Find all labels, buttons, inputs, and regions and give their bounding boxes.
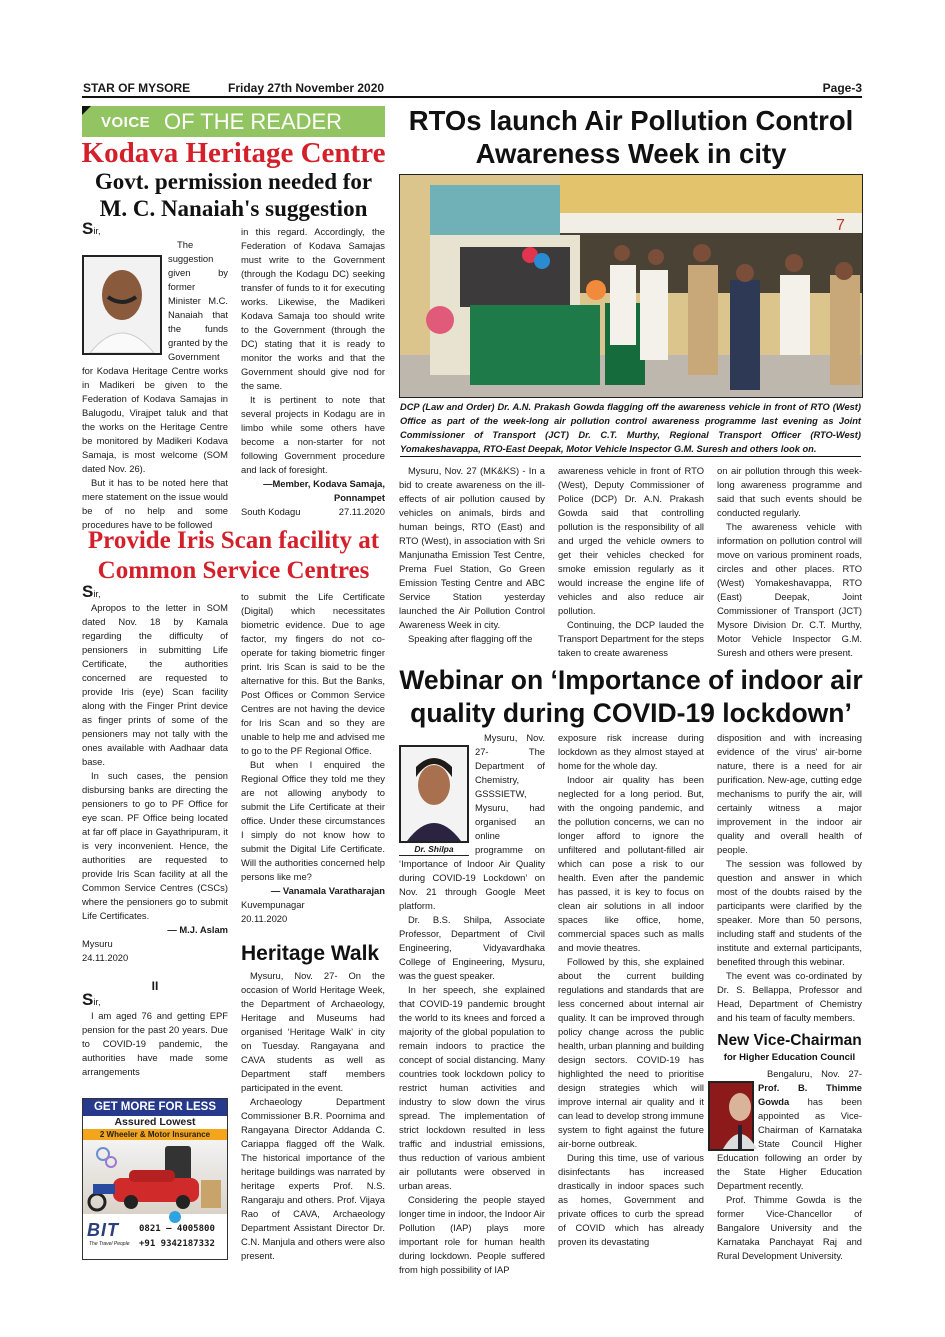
webinar-col2	[558, 731, 704, 1249]
paragraph: in this regard. Accordingly, the Federation of Kodava Samajas must write to the Government (through the Kodagu DC) seeking transfer of funds to it for executing works. Likewise, the Madikeri Kodava Samaja too should write to the Government (through the DC) stating that it is ready to monitor the works and that the Government should give nod for the same.	[241, 226, 385, 391]
shilpa-photo	[399, 745, 469, 843]
paragraph	[717, 1067, 862, 1193]
iris-letter1-col2	[241, 590, 385, 926]
paragraph: Speaking after flagging off the	[408, 633, 533, 644]
date: 20.11.2020	[241, 913, 288, 924]
paragraph: exposure risk increase during lockdown as they almost stayed at home for the whole day.	[558, 732, 704, 771]
paragraph: It is pertinent to note that several projects in Kodagu are in limbo while some others have become a non-starter for not following Government procedure and lack of foresight.	[241, 394, 385, 475]
webinar-headline	[396, 664, 866, 730]
logo-tagline: The Travel People	[89, 1241, 130, 1247]
signature: — Vanamala Varatharajan	[270, 885, 385, 896]
paragraphs	[82, 1009, 228, 1079]
paragraphs	[241, 969, 385, 1263]
paragraph: I am aged 76 and getting EPF pension for the past 20 years. Due to COVID-19 pandemic, the authorities have made some arrangements	[82, 1010, 228, 1077]
paragraph: During this time, use of various disinfectants has increased drastically in indoor spaces such as homes, Government and private offices to curb the spread of COVID which has already proven its devastating	[558, 1152, 704, 1247]
paragraph: Indoor air quality has been neglected for a long period. But, with the ongoing pandemic, and the pollution concerns, we can no longer afford to ignore the unfiltered and pollutant-filled air which can pose a risk to our health. Even after the pandemic has passed, it is key to focus on clean air solutions in all indoor spaces like office, home, commercial spaces such as malls and movie theatres.	[558, 774, 704, 953]
ad-line2: Assured Lowest	[114, 1116, 196, 1128]
photo-caption: DCP (Law and Order) Dr. A.N. Prakash Gowda flagging off the awareness vehicle in front of RTO (West) Office as part of the week-long air pollution control awareness programme last evening as Joint Commissioner of Transport (JCT) Dr. C.T. Murthy, Regional Transport Officer (RTO-West) Yomakeshavappa, RTO-East Deepak, Motor Vehicle Inspector G.M. Suresh and others look on.	[400, 400, 861, 457]
kodava-letter-col2	[241, 225, 385, 519]
ad-phone-2[interactable]: +91 9342187332	[139, 1239, 215, 1249]
webinar-col1	[399, 731, 545, 1277]
paragraphs	[717, 464, 862, 660]
paragraph: Continuing, the DCP lauded the Transport Department for the steps taken to create awareness	[558, 619, 704, 658]
headline-line: Common Service Centres	[97, 557, 370, 584]
headline-line: Awareness Week in city	[475, 138, 787, 169]
paragraph: The session was followed by question and answer in which most of the doubts raised by the participants were clarified by the speaker. More than 50 persons, including staff and students of the institute and external participants, benefited through this webinar.	[717, 858, 862, 967]
banner-voice: VOICE	[101, 114, 151, 131]
paragraphs	[82, 601, 228, 923]
rto-headline	[396, 104, 866, 170]
paragraph: The awareness vehicle with information on pollution control will move on various prominent roads, circles and other places. RTO (West) Yomakeshavappa, RTO (East) Deepak, Joint Commissioner of Transport (JCT) Mysore Division Dr. C.T. Murthy, Motor Vehicle Inspector G.M. Suresh and others were present.	[717, 521, 862, 658]
paper-name: STAR OF MYSORE	[83, 81, 191, 95]
headline-line: quality during COVID-19 lockdown’	[410, 698, 852, 728]
paragraph: Prof. Thimme Gowda is the former Vice-Chancellor of Bangalore University and the Karnataka Panchayat Raj and Rural Development University.	[717, 1194, 862, 1261]
ad-phone-1[interactable]: 0821 – 4005800	[139, 1224, 215, 1234]
headline-line: Webinar on ‘Importance of indoor air	[399, 665, 863, 695]
headline-line: Provide Iris Scan facility at	[87, 527, 380, 554]
headline-line: RTOs launch Air Pollution Control	[408, 105, 854, 136]
rto-col1	[399, 464, 545, 646]
photo-caption: Dr. Shilpa	[414, 844, 454, 854]
phone-icon	[169, 1211, 181, 1223]
date: 24.11.2020	[82, 952, 129, 963]
paragraph: disposition and with increasing evidence of the virus' air-borne nature, there is a need for air purification. New-age, cutting edge mechanisms to purify the air, will certainly witness a major improvement in the indoor air quality and overall health of people.	[717, 732, 862, 855]
place: Mysuru	[82, 938, 113, 949]
drop-cap: S	[82, 582, 94, 601]
paragraph: Apropos to the letter in SOM dated Nov. 18 by Kamala regarding the difficulty of pensioners in submitting Life Certificate, the authorities concerned are requested to provide Iris (eye) Scan facility along with the Finger Print device as finger prints of some of the pensioners may not tally with the ones available with Aadhaar data base.	[82, 602, 228, 767]
paragraphs	[717, 731, 862, 1025]
letter-numeral: II	[151, 979, 159, 993]
subhead-line: M. C. Nanaiah's suggestion	[99, 196, 368, 221]
paragraph: Archaeology Department Commissioner B.R. Poornima and Rangayana Director Addanda C. Cariappa flagged off the Walk. The historical importance of the heritage buildings was narrated by heritage experts Prof. N.S. Rangaraju and others. Prof. Vijaya Rao of CAVA, Archaeology Department Assistant Director Dr. C.N. Manjula and others were also present.	[241, 1096, 385, 1261]
paragraphs	[399, 464, 545, 646]
paragraph: But when I enquired the Regional Office they told me they are not allowing anybody to submit the Life Certificate at their office. Under these circumstances I simply do not know how to submit the Digital Life Certificate. Will the authorities concerned help persons like me?	[241, 759, 385, 882]
ad-headline: GET MORE FOR LESS	[83, 1099, 227, 1116]
paragraph: Mysuru, Nov. 27- The Department of Chemistry, GSSSIETW, Mysuru, had organised an online programme on ‘Importance of Indoor Air Quality during COVID-19 Lockdown’ on Nov. 21 through Google Meet platform.	[399, 732, 545, 911]
drop-cap: S	[82, 219, 94, 238]
paragraphs	[241, 225, 385, 477]
iris-letter1	[82, 582, 228, 1079]
dateline: Bengaluru, Nov. 27-	[767, 1068, 862, 1079]
paragraph: to submit the Life Certificate (Digital) which necessitates biometric evidence. Due to age factor, my fingers do not co-operate for taking biometric finger print. Iris Scan is said to be the alternative for this. But the Banks, Post Offices or Common Service Centres are not having the device for Iris Scan and so they are unable to help me and advised me to go to the PF Regional Office.	[241, 591, 385, 756]
paragraph: Dr. B.S. Shilpa, Associate Professor, Department of Civil Engineering, Vidyavardhaka College of Engineering, Mysuru, was the guest speaker.	[399, 914, 545, 981]
salutation	[82, 582, 228, 601]
heritage-walk-headline: Heritage Walk	[241, 942, 380, 965]
banner-rest: OF THE READER	[164, 109, 343, 134]
place-date	[241, 505, 385, 519]
paragraph: In such cases, the pension disbursing banks are directing the pensioners to go to PF Office for eye scan. PF Office being located at far off place in Gayathripuram, it is very inconvenient. Hence, the authorities are requested to provide Iris Scan facility at all the Common Service Centres (CSCs) where the pensioners go to submit Life Certificates.	[82, 770, 228, 921]
ad-line3: 2 Wheeler & Motor Insurance	[83, 1129, 227, 1140]
bit-logo: BIT	[87, 1220, 119, 1240]
paragraph: The event was co-ordinated by Dr. S. Bellappa, Professor and Head, Department of Chemistry and his team of faculty members.	[717, 970, 862, 1023]
page-number: Page-3	[822, 81, 862, 95]
paragraphs	[241, 590, 385, 884]
awareness-vehicle-photo	[399, 174, 863, 398]
vice-chairman-body	[717, 1067, 862, 1263]
salutation-rest: ir,	[93, 588, 101, 599]
date: 27.11.2020	[338, 506, 385, 517]
rto-col2	[558, 464, 704, 660]
photo-number: 7	[836, 217, 845, 234]
salutation	[82, 219, 228, 238]
paragraph: Considering the people stayed longer time in indoor, the Indoor Air Pollution (IAP) plays more important role for human health during lockdown. People suffered from high possibility of IAP	[399, 1194, 545, 1275]
webinar-col3	[717, 731, 862, 1025]
thimme-gowda-photo	[708, 1081, 754, 1151]
iris-headline	[80, 526, 387, 586]
subhead-line: Govt. permission needed for	[94, 169, 373, 194]
vice-chairman-headline: New Vice-Chairman	[717, 1032, 862, 1049]
insurance-ad[interactable]	[82, 1098, 228, 1260]
paragraphs	[558, 731, 704, 1249]
car-bike-image	[83, 1140, 227, 1214]
paragraphs	[558, 464, 704, 660]
paragraph: The suggestion given by former Minister M.C. Nanaiah that the funds granted by the Government for Kodava Heritage Centre works in Madikeri be given to the Federation of Kodava Samajas in Balugodu, Virajpet taluk and that the works on the Heritage Centre be monitored by Madikeri Kodava Samaja, is most welcome (SOM dated Nov. 26).	[82, 239, 228, 474]
nanaiah-photo	[82, 255, 162, 355]
rto-col3	[717, 464, 862, 660]
kodava-letter-col1	[82, 219, 228, 532]
paragraph: Mysuru, Nov. 27- On the occasion of World Heritage Week, the Department of Archaeology, Heritage and Museums had organised ‘Heritage Walk’ in city on Tuesday. Rangayana and CAVA students as well as Department staff members participated in the event.	[241, 970, 385, 1093]
shilpa-photo-block	[399, 745, 469, 856]
paragraph: Followed by this, she explained about the current building regulations and standards that are less concerned about internal air quality. It can be improved through policy change across the public health, urban planning and building design sectors. COVID-19 has highlighted the need to prioritise design strategies which will improve internal air quality and it can lead to develop strong immune system to fight against the future air-borne outbreak.	[558, 956, 704, 1149]
paragraph: In her speech, she explained that COVID-19 pandemic brought the world to its knees and forced a majority of the global population to remain indoors to practice the concept of social distancing. Many countries took lockdown policy to restrict human activities and industry to slow down the virus spread. The implementation of strict lockdown resulted in less traffic and industrial emissions, thus reduction of various ambient air pollutants were observed in urban areas.	[399, 984, 545, 1191]
salutation-rest: ir,	[93, 225, 101, 236]
place: Kuvempunagar	[241, 899, 305, 910]
heritage-walk-body	[241, 969, 385, 1263]
voice-of-reader-banner	[82, 106, 385, 137]
signature: —Member, Kodava Samaja,	[263, 478, 385, 489]
appointee-name: Prof. B. Thimme Gowda	[758, 1082, 862, 1107]
ad-footer	[83, 1214, 227, 1254]
signature: — M.J. Aslam	[167, 924, 228, 935]
kodava-headline: Kodava Heritage Centre	[81, 137, 386, 169]
para-text: has been appointed as Vice-Chairman of Karnataka State Council Higher Education following an order by the State Higher Education Department recently.	[717, 1096, 862, 1191]
salutation	[82, 990, 228, 1009]
masthead	[82, 80, 862, 98]
paragraph: But it has to be noted here that mere statement on the issue would be of no help and some procedures have to be followed	[82, 477, 228, 530]
vice-chairman-subhead: for Higher Education Council	[723, 1052, 856, 1063]
paragraph: Mysuru, Nov. 27 (MK&KS) - In a bid to create awareness on the ill-effects of air pollution caused by vehicles on animals, birds and human beings, RTO (East) and RTO (West), in association with Sri Manjunatha Emission Test Centre, Prema Fuel Station, Go Green Emission Testing Centre and ABC Service Station yesterday launched the Air Pollution Control Awareness Week in city.	[399, 465, 545, 630]
kodava-subhead	[80, 168, 387, 222]
signature-place: Ponnampet	[333, 492, 385, 503]
drop-cap: S	[82, 990, 94, 1009]
corner-triangle-icon	[82, 106, 91, 115]
paragraph: awareness vehicle in front of RTO (West), Deputy Commissioner of Police (DCP) Dr. A.N. Prakash Gowda said that controlling pollution is the responsibility of all and urged the vehicle owners to get their vehicles checked for smoke emission regularly as it would increase the engine life of vehicles and also reduce air pollution.	[558, 465, 704, 616]
place: South Kodagu	[241, 506, 301, 517]
paragraph: on air pollution through this week-long awareness programme and said that such events should be conducted regularly.	[717, 465, 862, 518]
salutation-rest: ir,	[93, 996, 101, 1007]
issue-date: Friday 27th November 2020	[228, 81, 385, 95]
